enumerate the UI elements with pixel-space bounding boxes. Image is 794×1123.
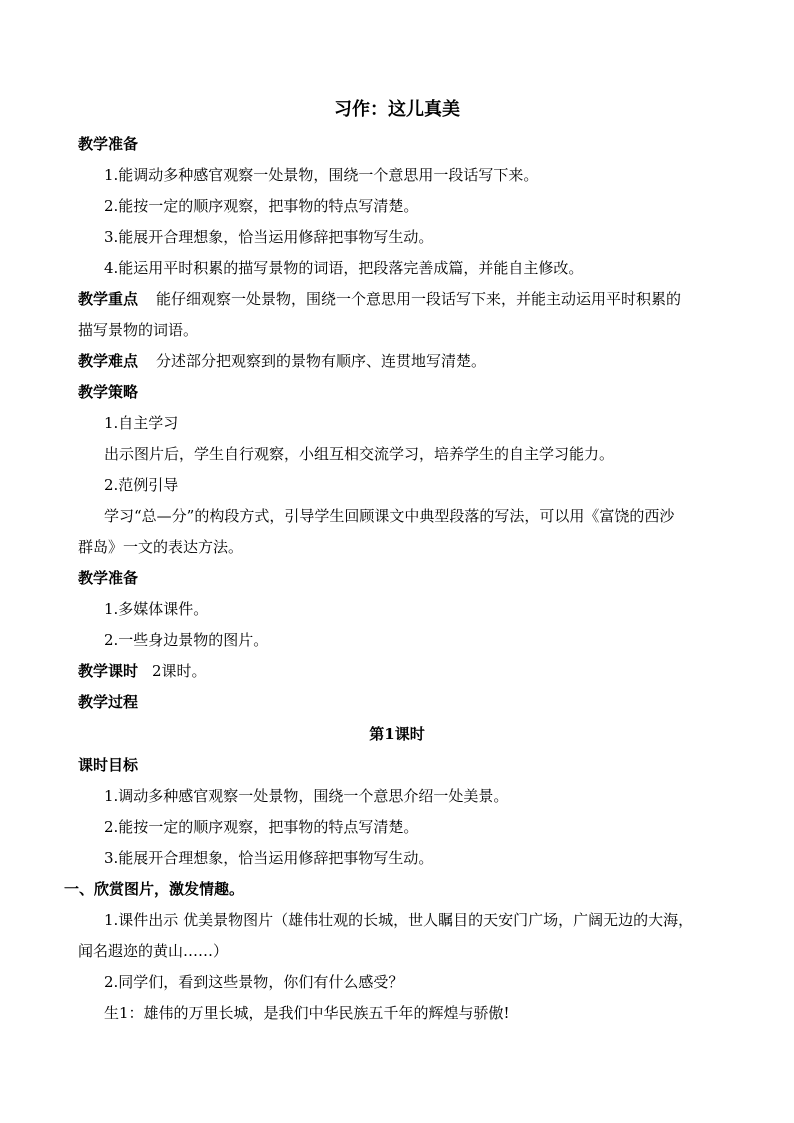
- strategy-1-text: 出示图片后，学生自行观察，小组互相交流学习，培养学生的自主学习能力。: [104, 445, 615, 463]
- step1-item2: 2.同学们，看到这些景物，你们有什么感受？: [104, 973, 404, 991]
- key-text-1: 能仔细观察一处景物，围绕一个意思用一段话写下来，并能主动运用平时积累的: [156, 290, 682, 308]
- prep2-heading: 教学准备: [78, 569, 139, 587]
- step1-heading: 一、欣赏图片，激发情趣。: [64, 880, 245, 898]
- lesson-title: 第1课时: [369, 725, 425, 743]
- prep-item-2: 2.能按一定的顺序观察，把事物的特点写清楚。: [104, 197, 419, 215]
- hours-text: 2课时。: [152, 662, 207, 680]
- prep-heading: 教学准备: [78, 135, 139, 153]
- hours-row: [78, 661, 207, 681]
- prep-item-3: 3.能展开合理想象，恰当运用修辞把事物写生动。: [104, 228, 434, 246]
- objective-3: 3.能展开合理想象，恰当运用修辞把事物写生动。: [104, 849, 434, 867]
- strategy-2-text-1: 学习“总—分”的构段方式，引导学生回顾课文中典型段落的写法，可以用《富饶的西沙: [104, 507, 675, 525]
- prep-item-1: 1.能调动多种感官观察一处景物，围绕一个意思用一段话写下来。: [104, 166, 539, 184]
- objective-2: 2.能按一定的顺序观察，把事物的特点写清楚。: [104, 818, 419, 836]
- step1-item3: 生1：雄伟的万里长城，是我们中华民族五千年的辉煌与骄傲!: [104, 1004, 510, 1022]
- strategy-2-title: 2.范例引导: [104, 476, 179, 494]
- difficulty-label: 教学难点: [78, 352, 139, 370]
- strategy-heading: 教学策略: [78, 383, 139, 401]
- step1-item1-b: 闻名遐迩的黄山……）: [78, 942, 229, 960]
- step1-item1-a: 1.课件出示 优美景物图片（雄伟壮观的长城，世人瞩目的天安门广场，广阔无边的大海，: [104, 911, 694, 929]
- difficulty-point: [78, 351, 486, 371]
- prep2-item-1: 1.多媒体课件。: [104, 600, 209, 618]
- objective-1: 1.调动多种感官观察一处景物，围绕一个意思介绍一处美景。: [104, 787, 509, 805]
- difficulty-text: 分述部分把观察到的景物有顺序、连贯地写清楚。: [156, 352, 487, 370]
- document-title: 习作：这儿真美: [334, 99, 460, 120]
- hours-label: 教学课时: [78, 662, 139, 680]
- process-heading: 教学过程: [78, 693, 139, 711]
- prep-item-4: 4.能运用平时积累的描写景物的词语，把段落完善成篇，并能自主修改。: [104, 259, 584, 277]
- key-label: 教学重点: [78, 290, 139, 308]
- strategy-1-title: 1.自主学习: [104, 414, 179, 432]
- prep2-item-2: 2.一些身边景物的图片。: [104, 631, 269, 649]
- key-point: [78, 289, 681, 309]
- key-text-2: 描写景物的词语。: [78, 321, 199, 339]
- objectives-heading: 课时目标: [78, 756, 139, 774]
- strategy-2-text-2: 群岛》一文的表达方法。: [78, 538, 244, 556]
